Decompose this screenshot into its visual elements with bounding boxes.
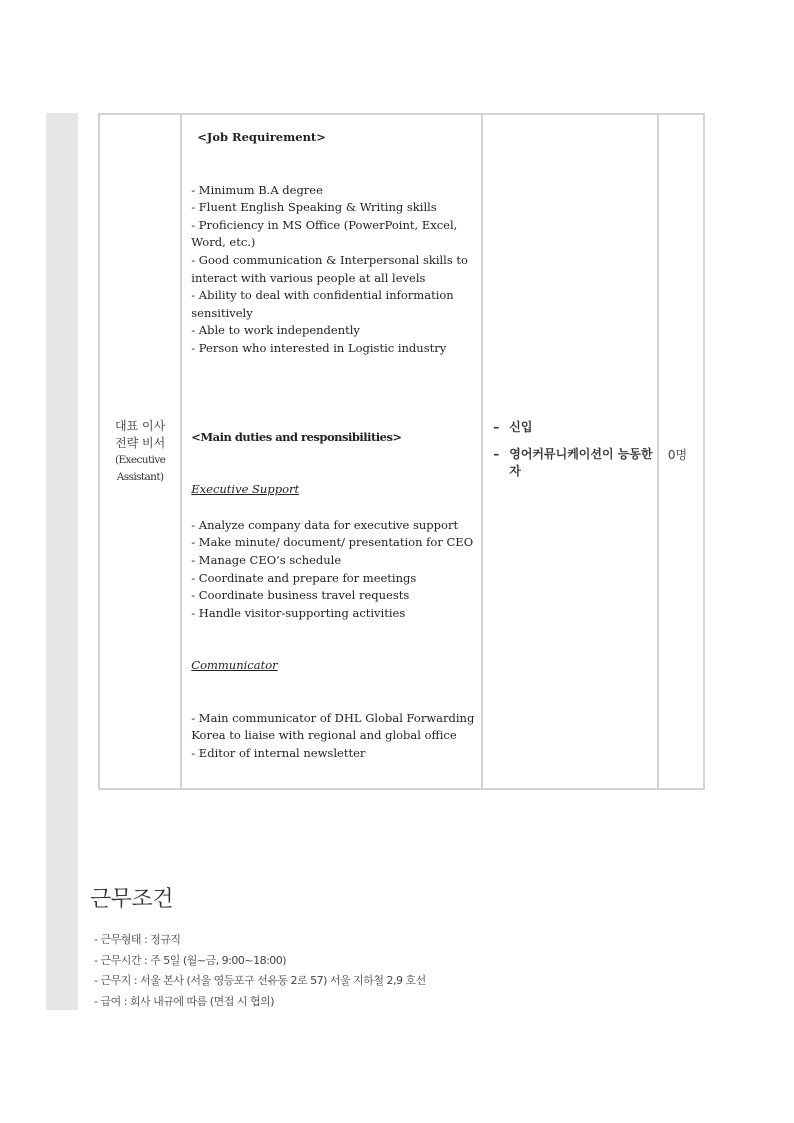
requirement-item: - Ability to deal with confidential information sensitively [191, 288, 454, 320]
duty-item: - Coordinate business travel requests [191, 588, 410, 603]
position-en-line1: (Executive [115, 453, 166, 466]
requirement-item: - Minimum B.A degree [191, 182, 323, 197]
position-cell [99, 114, 181, 789]
position-ko-line1: 대표 이사 [115, 418, 166, 433]
requirement-item: - Fluent English Speaking & Writing skills [191, 200, 437, 215]
condition-item: - 급여 : 회사 내규에 따름 (면접 시 협의) [94, 994, 274, 1008]
position-title [100, 418, 180, 486]
qualification-item: – 신입 [493, 420, 533, 434]
duty-item: - Make minute/ document/ presentation for CEO [191, 535, 474, 550]
duty-item: - Manage CEO’s schedule [191, 552, 342, 567]
requirement-item: - Person who interested in Logistic industry [191, 340, 447, 355]
duties-heading: <Main duties and responsibilities> [191, 429, 402, 444]
left-margin-bar [46, 113, 78, 1010]
communicator-heading: Communicator [191, 658, 278, 673]
exec-support-heading: Executive Support [191, 482, 300, 497]
duty-item: - Editor of internal newsletter [191, 746, 366, 761]
conditions-title: 근무조건 [90, 887, 174, 912]
position-en-line2: Assistant) [116, 470, 164, 483]
communicator-list [191, 710, 475, 763]
conditions-list [94, 930, 426, 1012]
job-table [98, 113, 705, 790]
job-row [99, 114, 704, 789]
requirement-item: - Good communication & Interpersonal skills to interact with various people at all levels [191, 252, 468, 285]
exec-support-list [191, 517, 475, 623]
condition-item: - 근무시간 : 주 5일 (월~금, 9:00~18:00) [94, 953, 287, 967]
requirement-list [191, 182, 475, 358]
condition-item: - 근무형태 : 정규직 [94, 933, 181, 946]
duty-item: - Main communicator of DHL Global Forwarding Korea to liaise with regional and global office [191, 710, 475, 743]
requirement-item: - Proficiency in MS Office (PowerPoint, Excel, Word, etc.) [191, 217, 458, 250]
qualification-item: – 영어커뮤니케이션이 능동한 자 [493, 447, 653, 478]
headcount-cell [658, 114, 704, 789]
position-ko-line2: 전략 비서 [115, 435, 166, 450]
condition-item: - 근무지 : 서울 본사 (서울 영등포구 선유동 2로 57) 서울 지하철 2,9 호선 [94, 974, 426, 987]
qualification-cell [482, 114, 658, 789]
description-cell [181, 114, 482, 789]
requirement-item: - Able to work independently [191, 323, 360, 338]
headcount-value: 0명 [667, 448, 688, 462]
requirement-heading: <Job Requirement> [197, 130, 326, 144]
duty-item: - Coordinate and prepare for meetings [191, 570, 417, 585]
duty-item: - Handle visitor-supporting activities [191, 605, 406, 620]
duty-item: - Analyze company data for executive support [191, 517, 459, 532]
